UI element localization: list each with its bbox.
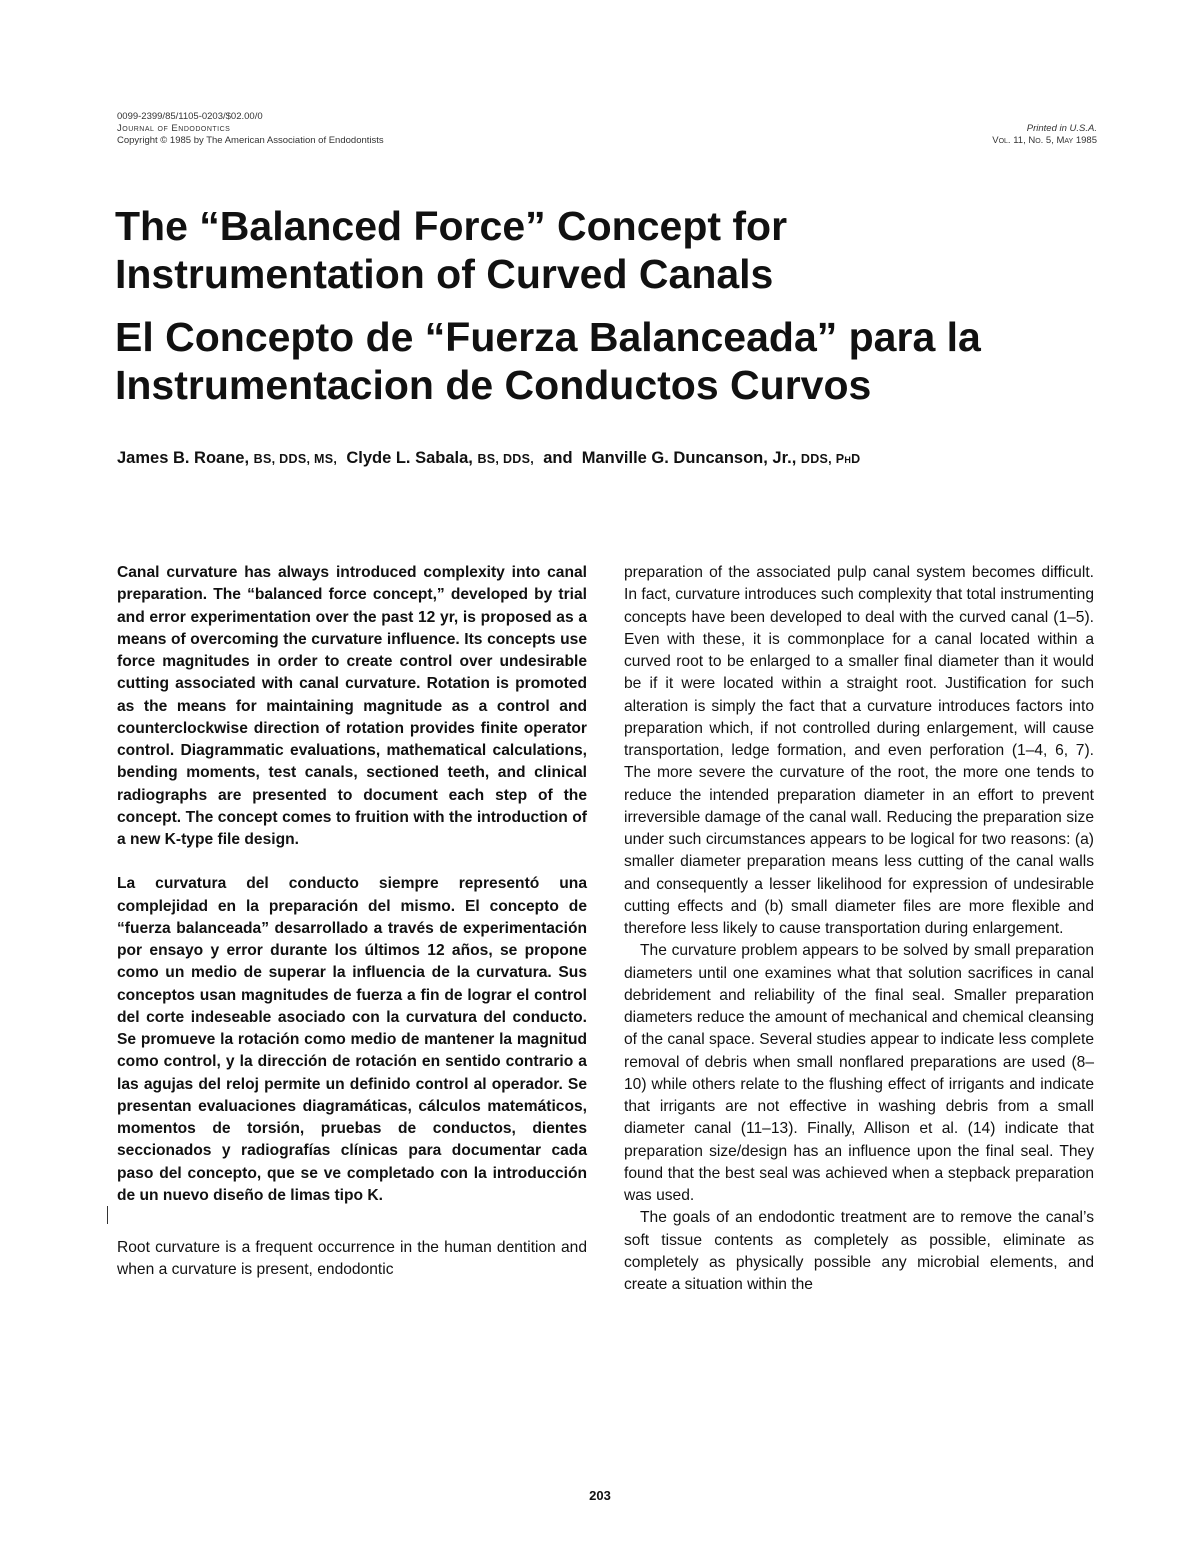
page-number: 203 — [589, 1488, 611, 1503]
author-name: Manville G. Duncanson, Jr., — [581, 449, 797, 467]
abstract-spanish: La curvatura del conducto siempre representó una complejidad en la preparación del mismo. El concepto de “fuerza balanceada” desarrollado a través de experimentación por ensayo y error durante los últimos 12 años, se propone como un medio de superar la influencia de la curvatura. Sus conceptos usan magnitudes de fuerza a fin de lograr el control del corte indeseable asociado con la curvatura del conducto. Se promueve la rotación como medio de mantener la magnitud como control, y la dirección de rotación en sentido contrario a las agujas del reloj permite un definido control al operador. Se presentan evaluaciones diagramáticas, cálculos matemáticos, momentos de torsión, pruebas de conductos, dientes seccionados y radiografías clínicas para documentar cada paso del concepto, que se ve completado con la introducción de un nuevo diseño de limas tipo K. — [117, 875, 587, 1204]
body-paragraph: preparation of the associated pulp canal system becomes difficult. In fact, curvature introduces such complexity that total instrumenting concepts have been developed to deal with the curved canal (1–5). Even with these, it is commonplace for a canal located within a curved root to be enlarged to a smaller final diameter than it would be if it were located within a straight root. Justification for such alteration is simply the fact that a curvature introduces factors into preparation which, if not controlled during enlargement, will cause transportation, ledge formation, and even perforation (1–4, 6, 7). The more severe the curvature of the root, the more one tends to reduce the intended preparation diameter in an effort to prevent irreversible damage of the canal wall. Reducing the preparation size under such circumstances appears to be logical for two reasons: (a) smaller diameter preparation means less cutting of the canal walls and consequently a lesser likelihood for expression of undesirable cutting effects and (b) small diameter files are more flexible and therefore less likely to cause transportation during enlargement. — [624, 564, 1094, 937]
body-paragraph: The curvature problem appears to be solved by small preparation diameters until one examines what that solution sacrifices in canal debridement and reliability of the final seal. Smaller preparation diameters reduce the amount of mechanical and chemical cleansing of the canal space. Several studies appear to indicate less complete removal of debris when small nonflared preparations are used (8–10) while others relate to the flushing effect of irrigants and indicate that irrigants are not effective in washing debris from a small diameter canal (11–13). Finally, Allison et al. (14) indicate that preparation size/design has an influence upon the final seal. They found that the best seal was achieved when a stepback preparation was used. — [624, 942, 1094, 1204]
author-name: Clyde L. Sabala, — [346, 449, 473, 467]
journal-header-right — [737, 123, 1097, 147]
right-column — [624, 562, 1094, 1296]
author-name: James B. Roane, — [117, 449, 250, 467]
left-column — [117, 562, 587, 1282]
author-line — [117, 447, 1097, 470]
author-conjunction: and — [543, 449, 573, 467]
intro-paragraph: Root curvature is a frequent occurrence in the human dentition and when a curvature is present, endodontic — [117, 1239, 587, 1279]
body-paragraph: The goals of an endodontic treatment are to remove the canal’s soft tissue contents as completely as possible, eliminate as completely as physically possible any microbial elements, and create a situation within the — [624, 1209, 1094, 1293]
journal-name: Journal of Endodontics — [117, 123, 231, 134]
abstract-english: Canal curvature has always introduced complexity into canal preparation. The “balanced force concept,” developed by trial and error experimentation over the past 12 yr, is proposed as a means of overcoming the curvature influence. Its concepts use force magnitudes in order to create control over undesirable cutting associated with canal curvature. Rotation is promoted as the means for maintaining magnitude as a control and counterclockwise direction of rotation provides finite operator control. Diagrammatic evaluations, mathematical calculations, bending moments, test canals, sectioned teeth, and clinical radiographs are presented to document each step of the concept. The concept comes to fruition with the introduction of a new K-type file design. — [117, 564, 587, 848]
issn-line: 0099-2399/85/1105-0203/$02.00/0 — [117, 111, 263, 122]
author-degrees: BS, DDS, — [477, 452, 535, 466]
printed-in-line: Printed in U.S.A. — [1026, 123, 1097, 134]
author-degrees: DDS, PhD — [800, 452, 861, 466]
copyright-line: Copyright © 1985 by The American Association of Endodontists — [117, 135, 384, 146]
article-title-spanish: El Concepto de “Fuerza Balanceada” para la Instrumentacion de Conductos Curvos — [115, 314, 981, 408]
volume-line: Vol. 11, No. 5, May 1985 — [992, 135, 1097, 146]
author-degrees: BS, DDS, MS, — [253, 452, 338, 466]
article-title-english: The “Balanced Force” Concept for Instrumentation of Curved Canals — [115, 203, 788, 297]
journal-header-left — [117, 111, 637, 147]
margin-mark — [107, 1206, 108, 1224]
